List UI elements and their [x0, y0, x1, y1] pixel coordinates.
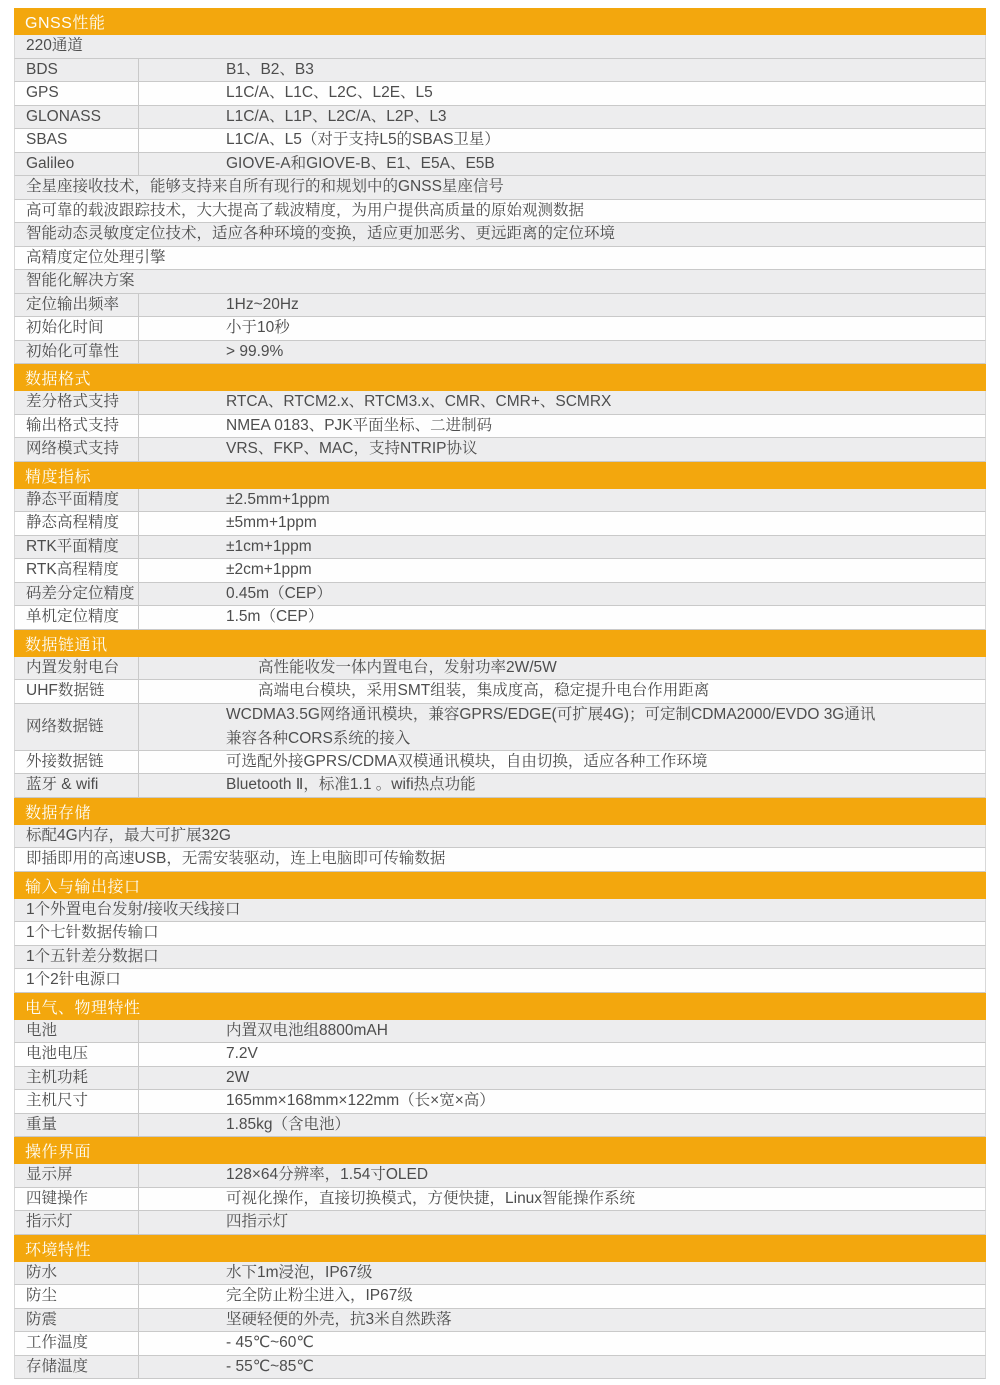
spec-value: 1.85kg（含电池）: [138, 1114, 985, 1137]
spec-label: 差分格式支持: [26, 393, 120, 410]
spec-row: [14, 536, 986, 560]
section-header: 精度指标: [14, 462, 986, 489]
spec-value: B1、B2、B3: [138, 59, 985, 82]
spec-label: 存储温度: [26, 1357, 89, 1375]
spec-row: 高可靠的载波跟踪技术，大大提高了载波精度，为用户提供高质量的原始观测数据: [14, 200, 986, 224]
spec-table: [14, 8, 986, 1379]
spec-value: - 55℃~85℃: [138, 1356, 985, 1379]
spec-row: [14, 1090, 986, 1114]
spec-label: RTK平面精度: [26, 537, 119, 555]
spec-label: Galileo: [26, 154, 75, 172]
spec-row: [14, 1211, 986, 1235]
spec-value: ±2.5mm+1ppm: [138, 489, 985, 512]
spec-label: 主机尺寸: [26, 1092, 89, 1109]
spec-value: > 99.9%: [138, 341, 985, 364]
spec-row: [14, 657, 986, 681]
spec-value: L1C/A、L5（对于支持L5的SBAS卫星）: [138, 129, 985, 152]
spec-row: [14, 391, 986, 415]
spec-value: 7.2V: [138, 1043, 985, 1066]
section-header: GNSS性能: [14, 8, 986, 35]
spec-value: ±5mm+1ppm: [138, 512, 985, 535]
spec-value: 1Hz~20Hz: [138, 294, 985, 317]
spec-row: [14, 1067, 986, 1091]
spec-value: 高端电台模块，采用SMT组装，集成度高，稳定提升电台作用距离: [138, 680, 985, 703]
section-header: 数据格式: [14, 364, 986, 391]
spec-row: [14, 341, 986, 365]
spec-value: 内置双电池组8800mAH: [138, 1020, 985, 1043]
spec-row: [14, 438, 986, 462]
spec-row: 1个2针电源口: [14, 969, 986, 993]
spec-label: 静态高程精度: [26, 514, 120, 531]
spec-row: [14, 82, 986, 106]
spec-label: 防尘: [26, 1287, 58, 1304]
spec-value: L1C/A、L1C、L2C、L2E、L5: [138, 82, 985, 105]
spec-value: - 45℃~60℃: [138, 1332, 985, 1355]
spec-value-line: 兼容各种CORS系统的接入: [226, 729, 411, 747]
spec-value: 小于10秒: [138, 317, 985, 340]
spec-value: 坚硬轻便的外壳，抗3米自然跌落: [138, 1309, 985, 1332]
spec-row: 即插即用的高速USB，无需安装驱动，连上电脑即可传输数据: [14, 848, 986, 872]
spec-row: [14, 489, 986, 513]
spec-row: [14, 1332, 986, 1356]
spec-label: UHF数据链: [26, 682, 105, 699]
spec-value: RTCA、RTCM2.x、RTCM3.x、CMR、CMR+、SCMRX: [138, 391, 985, 414]
spec-row: [14, 1188, 986, 1212]
spec-row: [14, 1356, 986, 1380]
spec-row: [14, 606, 986, 630]
spec-row: [14, 59, 986, 83]
spec-value: 完全防止粉尘进入，IP67级: [138, 1285, 985, 1308]
spec-row: [14, 415, 986, 439]
spec-row: [14, 1020, 986, 1044]
spec-row: [14, 317, 986, 341]
spec-value-line: WCDMA3.5G网络通讯模块，兼容GPRS/EDGE(可扩展4G)；可定制CDMA2000/EVDO 3G通讯: [226, 706, 876, 724]
spec-value: VRS、FKP、MAC，支持NTRIP协议: [138, 438, 985, 461]
spec-value: 可视化操作，直接切换模式，方便快捷，Linux智能操作系统: [138, 1188, 985, 1211]
spec-row: [14, 1309, 986, 1333]
spec-value: 128×64分辨率，1.54寸OLED: [138, 1164, 985, 1187]
spec-row: 1个五针差分数据口: [14, 946, 986, 970]
section-header: 数据链通讯: [14, 630, 986, 657]
spec-label: GLONASS: [26, 107, 101, 125]
spec-row: [14, 583, 986, 607]
spec-label: 主机功耗: [26, 1068, 89, 1086]
spec-label: GPS: [26, 84, 59, 101]
spec-label: 重量: [26, 1115, 58, 1133]
spec-row: 智能化解决方案: [14, 270, 986, 294]
spec-label: SBAS: [26, 131, 68, 148]
spec-label: 网络数据链: [26, 717, 104, 735]
section-header: 环境特性: [14, 1235, 986, 1262]
spec-value: [138, 704, 985, 750]
spec-label: 单机定位精度: [26, 608, 120, 625]
spec-value: 水下1m浸泡，IP67级: [138, 1262, 985, 1285]
spec-row: [14, 512, 986, 536]
spec-label: 防水: [26, 1263, 58, 1281]
spec-label: 定位输出频率: [26, 295, 120, 313]
spec-row: [14, 774, 986, 798]
spec-row: [14, 680, 986, 704]
spec-value: 1.5m（CEP）: [138, 606, 985, 629]
spec-row: [14, 129, 986, 153]
spec-row: [14, 1285, 986, 1309]
spec-row: 1个七针数据传输口: [14, 922, 986, 946]
spec-row: [14, 1114, 986, 1138]
spec-label: 静态平面精度: [26, 490, 120, 508]
spec-label: BDS: [26, 60, 58, 78]
spec-label: 指示灯: [26, 1213, 73, 1230]
spec-label: 工作温度: [26, 1334, 89, 1351]
spec-label: 码差分定位精度: [26, 584, 135, 602]
section-header: 操作界面: [14, 1137, 986, 1164]
spec-label: 蓝牙 & wifi: [26, 776, 99, 793]
spec-row: [14, 751, 986, 775]
spec-row: [14, 106, 986, 130]
spec-row: [14, 1164, 986, 1188]
spec-row: [14, 294, 986, 318]
spec-label: 防震: [26, 1310, 58, 1328]
spec-sheet: [14, 8, 986, 1379]
spec-value: 可选配外接GPRS/CDMA双模通讯模块，自由切换，适应各种工作环境: [138, 751, 985, 774]
spec-label: 初始化时间: [26, 319, 104, 336]
section-header: 电气、物理特性: [14, 993, 986, 1020]
spec-label: 内置发射电台: [26, 658, 120, 676]
spec-row: [14, 559, 986, 583]
spec-value: ±2cm+1ppm: [138, 559, 985, 582]
spec-label: 电池: [26, 1021, 58, 1039]
spec-value: ±1cm+1ppm: [138, 536, 985, 559]
spec-value: Bluetooth Ⅱ，标准1.1 。wifi热点功能: [138, 774, 985, 797]
spec-label: 输出格式支持: [26, 416, 120, 434]
spec-value: 2W: [138, 1067, 985, 1090]
spec-value: 0.45m（CEP）: [138, 583, 985, 606]
spec-label: 显示屏: [26, 1166, 73, 1183]
spec-row: 标配4G内存，最大可扩展32G: [14, 825, 986, 849]
spec-value: 高性能收发一体内置电台，发射功率2W/5W: [138, 657, 985, 680]
spec-row: [14, 153, 986, 177]
spec-value: L1C/A、L1P、L2C/A、L2P、L3: [138, 106, 985, 129]
spec-row: 全星座接收技术，能够支持来自所有现行的和规划中的GNSS星座信号: [14, 176, 986, 200]
spec-row: 智能动态灵敏度定位技术，适应各种环境的变换，适应更加恶劣、更远距离的定位环境: [14, 223, 986, 247]
spec-row: 220通道: [14, 35, 986, 59]
spec-value: GIOVE-A和GIOVE-B、E1、E5A、E5B: [138, 153, 985, 176]
section-header: 数据存储: [14, 798, 986, 825]
spec-label: 外接数据链: [26, 752, 104, 770]
section-header: 输入与输出接口: [14, 872, 986, 899]
spec-label: 四键操作: [26, 1189, 89, 1207]
spec-label: 电池电压: [26, 1045, 89, 1062]
spec-row: [14, 704, 986, 751]
spec-row: 1个外置电台发射/接收天线接口: [14, 899, 986, 923]
spec-row: 高精度定位处理引擎: [14, 247, 986, 271]
spec-row: [14, 1262, 986, 1286]
spec-value: 四指示灯: [138, 1211, 985, 1234]
spec-value: NMEA 0183、PJK平面坐标、二进制码: [138, 415, 985, 438]
spec-label: 初始化可靠性: [26, 342, 120, 360]
spec-row: [14, 1043, 986, 1067]
spec-label: 网络模式支持: [26, 440, 120, 457]
spec-value: 165mm×168mm×122mm（长×宽×高）: [138, 1090, 985, 1113]
spec-label: RTK高程精度: [26, 561, 119, 578]
